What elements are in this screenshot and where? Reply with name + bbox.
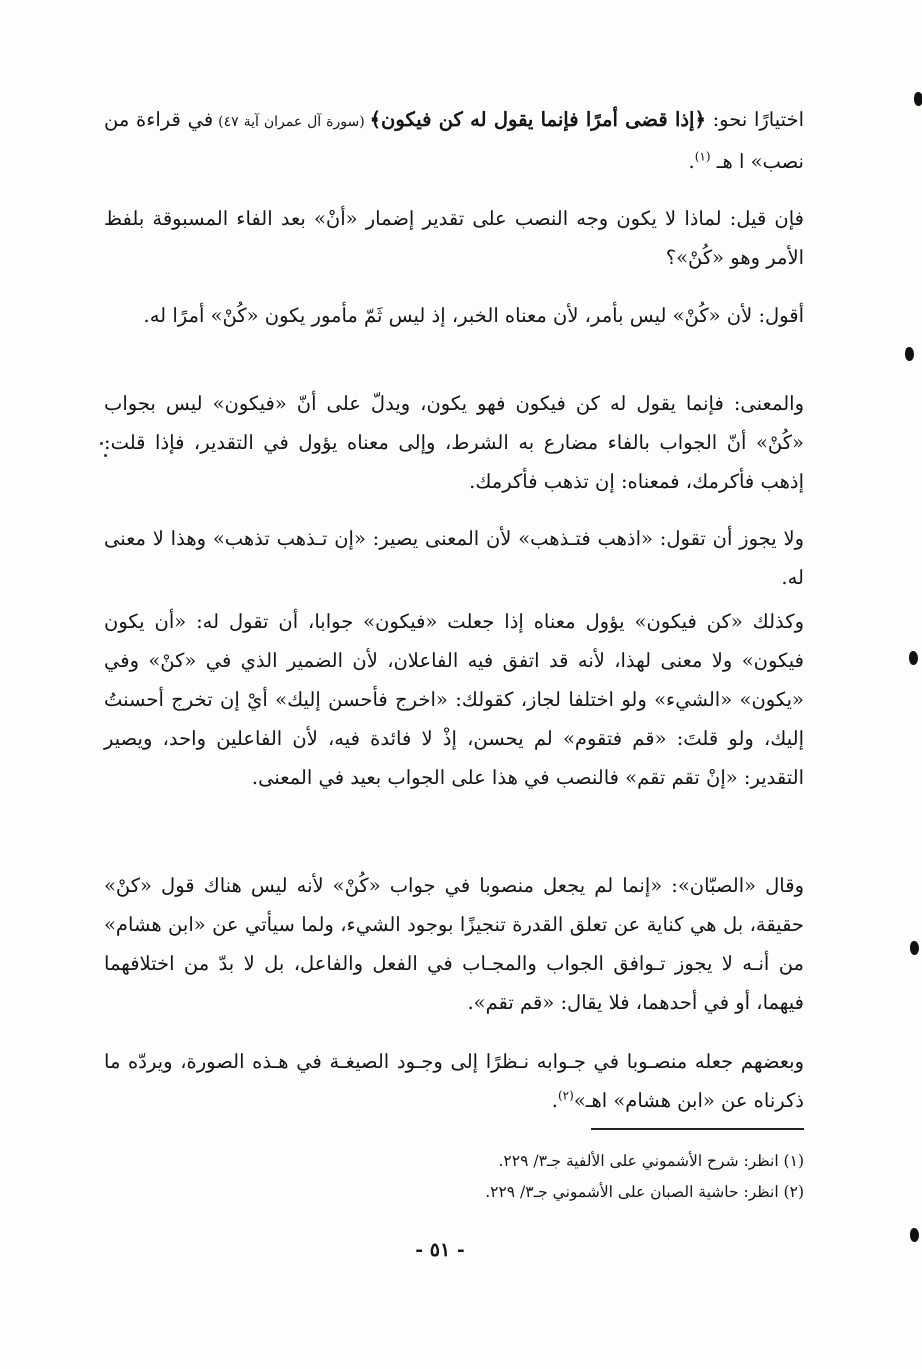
paragraph-8: [104, 1042, 804, 1120]
page-number: - ٥١ -: [415, 1239, 465, 1261]
paragraph-1-tail: في قراءة من نصب» ا هـ: [104, 108, 804, 173]
paragraph-7: وقال «الصبّان»: «إنما لم يجعل منصوبا في جواب «كُنْ» لأنه ليس هناك قول «كنْ» حقيقة، بل هي كناية عن تعلق القدرة تنجيزًا بوجود الشيء، ولما سيأتي عن «ابن هشام» من أنـه لا يجوز تـوافق الجواب والمجـاب في الفعل والفاعل، بل لا بدّ من اختلافهما فيهما، أو في أحدهما، فلا يقال: «قم تقم».: [104, 874, 804, 1014]
footnote-separator: [591, 1128, 804, 1130]
footnote-2: (٢) انظر: حاشية الصبان على الأشموني جـ٣/ ٢٢٩.: [485, 1183, 804, 1201]
footnote-ref-1: (١): [694, 149, 711, 164]
surah-reference: (سورة آل عمران آية ٤٧): [213, 114, 370, 130]
margin-scan-mark: [909, 651, 918, 665]
paragraph-3: أقول: لأن «كُنْ» ليس بأمر، لأن معناه الخبر، إذ ليس ثَمّ مأمور يكون «كُنْ» أمرًا له.: [143, 304, 804, 327]
footnote-ref-2: (٢): [557, 1088, 574, 1103]
stray-scan-dot: [104, 454, 107, 457]
margin-scan-mark: [910, 941, 919, 955]
stray-scan-dot: [100, 442, 103, 445]
paragraph-6: وكذلك «كن فيكون» يؤول معناه إذا جعلت «فيكون» جوابا، أن تقول له: «أن يكون فيكون» ولا معنى لهذا، لأنه قد اتفق فيه الفاعلان، لأن الضمير الذي في «كنْ» وفي «يكون» «الشيء» ولو اختلفا لجاز، كقولك: «اخرج فأحسن إليك» أيْ إن تخرج أحسنتُ إليك، ولو قلتَ: «قم فتقوم» لم يحسن، إذْ لا فائدة فيه، لأن الفاعلين واحد، ويصير التقدير: «إنْ تقم تقم» فالنصب في هذا على الجواب بعيد في المعنى.: [104, 610, 804, 789]
paragraph-8-text: وبعضهم جعله منصـوبا في جـوابه نـظرًا إلى وجـود الصيغـة في هـذه الصورة، ويردّه ما ذكرناه عن «ابن هشام» اهـ»: [104, 1050, 804, 1112]
paragraph-4: والمعنى: فإنما يقول له كن فيكون فهو يكون، ويدلّ على أنّ «فيكون» ليس بجواب «كُنْ» أنّ الجواب بالفاء مضارع به الشرط، وإلى معناه يؤول في التقدير، فإذا قلت: إذهب فأكرمك، فمعناه: إن تذهب فأكرمك.: [104, 392, 804, 493]
paragraph-1-lead: اختيارًا نحو:: [705, 108, 804, 131]
paragraph-1-end: .: [688, 150, 695, 173]
quran-verse: ﴿إذا قضى أمرًا فإنما يقول له كن فيكون﴾: [369, 108, 706, 131]
paragraph-2: فإن قيل: لماذا لا يكون وجه النصب على تقدير إضمار «أنْ» بعد الفاء المسبوقة بلفظ الأمر وهو «كُنْ»؟: [104, 207, 804, 269]
paragraph-5: ولا يجوز أن تقول: «اذهب فتـذهب» لأن المعنى يصير: «إن تـذهب تذهب» وهذا لا معنى له.: [104, 527, 804, 589]
margin-scan-mark: [905, 347, 914, 361]
margin-scan-mark: [910, 1228, 919, 1242]
paragraph-1: [104, 100, 804, 181]
footnote-1: (١) انظر: شرح الأشموني على الألفية جـ٣/ ٢٢٩.: [498, 1152, 804, 1170]
margin-scan-mark: [914, 92, 922, 106]
footnotes: [380, 1146, 804, 1208]
paragraph-8-end: .: [551, 1089, 558, 1112]
